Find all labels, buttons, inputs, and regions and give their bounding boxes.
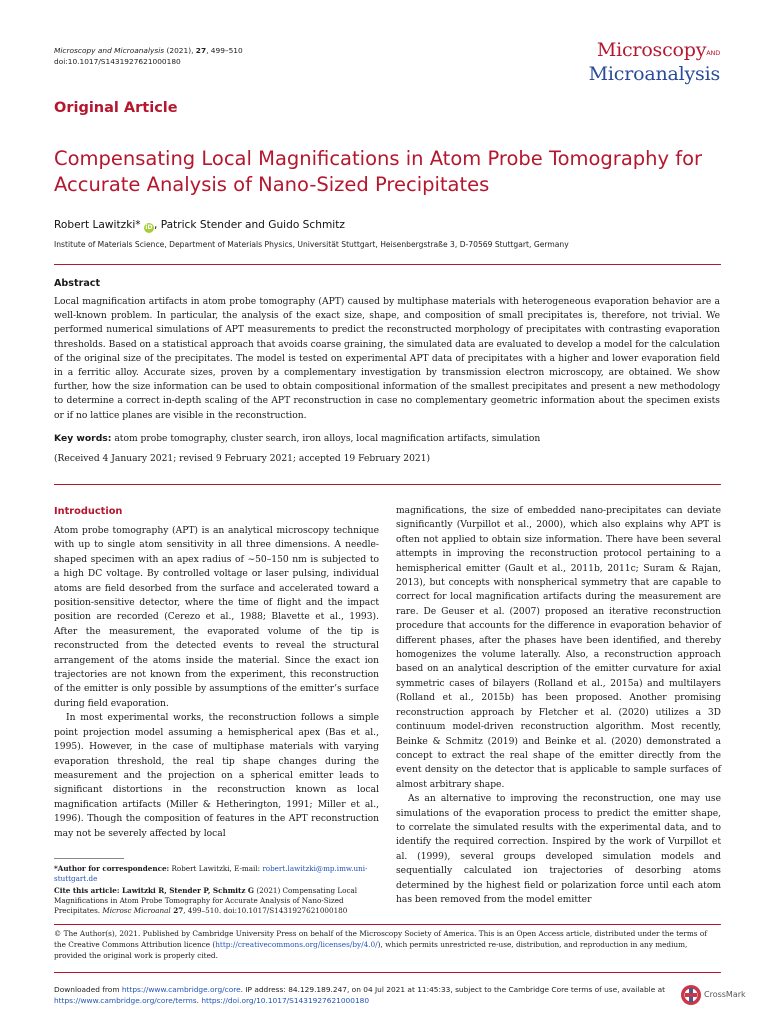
correspondence-note: [54, 864, 384, 885]
divider-abstract: [54, 484, 721, 485]
cite-label: Cite this article:: [54, 885, 120, 895]
intro-right-column: [396, 504, 721, 907]
correspondence-text: Robert Lawitzki, E-mail:: [169, 864, 263, 873]
intro-left-column: [54, 524, 379, 841]
abstract-text: Local magnification artifacts in atom probe tomography (APT) caused by multiphase materials with heterogeneous evaporation behavior are a well-known problem. In particular, the analysis of the exact size, shape, and composition of small precipitates is, therefore, not trivial. We performed numerical simulations of APT measurements to predict the reconstructed morphology of precipitates with contrasting evaporation thresholds. Based on a statistical approach that avoids coarse graining, the simulated data are evaluated to develop a model for the calculation of the original size of the precipitates. The model is tested on experimental APT data of precipitates with a higher and lower evaporation field in a ferritic alloy. Accurate sizes, proven by a complementary investigation by transmission electron microscopy, are obtained. We show further, how the size information can be used to obtain compositional information of the smallest precipitates and present a new methodology to determine a correct in-depth scaling of the APT reconstruction in case no complementary geometric information about the specimen exists or if no lattice planes are visible in the reconstruction.: [54, 297, 720, 421]
cite-authors: Lawitzki R, Stender P, Schmitz G: [119, 885, 255, 895]
journal-name: Microscopy and Microanalysis: [54, 46, 165, 55]
keywords: [54, 432, 720, 446]
divider-top: [54, 264, 721, 265]
orcid-icon[interactable]: iD: [145, 224, 153, 231]
license-text: [54, 928, 720, 961]
download-pre: Downloaded from: [54, 985, 122, 994]
download-url-doi[interactable]: https://doi.org/10.1017/S1431927621000180: [201, 995, 370, 1005]
crossmark-icon: [680, 984, 702, 1006]
download-url-terms[interactable]: https://www.cambridge.org/core/terms: [54, 995, 197, 1005]
logo-and: AND: [706, 49, 720, 57]
author-rest: , Patrick Stender and Guido Schmitz: [153, 219, 345, 231]
correspondence-email[interactable]: robert.lawitzki@mp.imw.uni-stuttgart.de: [54, 864, 368, 884]
download-sep: .: [196, 995, 202, 1005]
journal-volume: 27: [195, 46, 207, 55]
cite-text: (2021) Compensating Local Magnifications in Atom Probe Tomography for Accurate Analysis of Nano-Sized Precipitates.: [54, 885, 358, 916]
journal-pages: , 499–510: [206, 46, 243, 55]
download-note: [54, 985, 665, 1006]
download-url-core[interactable]: https://www.cambridge.org/core: [121, 985, 241, 994]
intro-right-para-2: As an alternative to improving the reconstruction, one may use simulations of the evaporation process to predict the emitter shape, to correlate the simulated results with the experimental data, and to identify the required correction. Inspired by the work of Vurpillot et al. (1999), several groups developed simulation models and sequentially calculated ion trajectories of desorbing atoms determined by the highest field or polarization force until each atom has been removed from the model emitter: [396, 794, 721, 905]
cite-journal: Microsc Microanal: [102, 906, 171, 916]
footnote-rule: [54, 858, 124, 859]
license-url[interactable]: http://creativecommons.org/licenses/by/4.0/: [215, 940, 378, 949]
article-title: Compensating Local Magnifications in Atom Probe Tomography for Accurate Analysis of Nano-Sized Precipitates: [54, 147, 703, 196]
crossmark-badge[interactable]: [680, 984, 746, 1008]
intro-heading: Introduction: [54, 506, 123, 517]
license-pre: © The Author(s), 2021. Published by Cambridge University Press on behalf of the Microscopy Society of America. This is an Open Access article, distributed under the terms of the Creative Commons Attribution licence (: [54, 929, 707, 949]
cite-volume: 27: [170, 906, 184, 916]
correspondence-label: *Author for correspondence:: [54, 864, 170, 873]
logo-line1: Microscopy: [596, 39, 707, 61]
download-mid: . IP address: 84.129.189.247, on 04 Jul 2021 at 11:45:33, subject to the Cambridge Core terms of use, available at: [240, 985, 666, 994]
received-dates: (Received 4 January 2021; revised 9 February 2021; accepted 19 February 2021): [54, 454, 431, 464]
keywords-label: Key words:: [54, 433, 112, 444]
journal-citation-line: [54, 46, 243, 67]
article-type: Original Article: [54, 100, 178, 116]
cite-end: , 499–510. doi:10.1017/S1431927621000180: [183, 906, 348, 916]
author-first: Robert Lawitzki*: [54, 219, 141, 231]
footnotes: [54, 864, 384, 917]
divider-license: [54, 924, 721, 925]
crossmark-label: CrossMark: [704, 990, 746, 999]
intro-left-para-2: In most experimental works, the reconstruction follows a simple point projection model assuming a hemispherical apex (Bas et al., 1995). However, in the case of multiphase materials with varying evaporation threshold, the real tip shape changes during the measurement and the projection on a spherical emitter leads to significant distortions in the reconstruction known as local magnification artifacts (Miller & Hetherington, 1991; Miller et al., 1996). Though the composition of features in the APT reconstruction may not be severely affected by local: [54, 713, 379, 839]
keywords-text: atom probe tomography, cluster search, iron alloys, local magnification artifacts, simulation: [114, 434, 541, 444]
author-list: [54, 219, 345, 233]
journal-doi[interactable]: doi:10.1017/S1431927621000180: [54, 56, 181, 66]
affiliation: Institute of Materials Science, Department of Materials Physics, Universität Stuttgart, Heisenbergstraße 3, D-70569 Stuttgart, Germany: [54, 240, 569, 249]
intro-left-para-1: Atom probe tomography (APT) is an analytical microscopy technique with up to single atom sensitivity in all three dimensions. A needle-shaped specimen with an apex radius of ∼50–150 nm is subjected to a high DC voltage. By controlled voltage or laser pulsing, individual atoms are field desorbed from the surface and accelerated toward a position-sensitive detector, where the time of flight and the impact position are recorded (Cerezo et al., 1988; Blavette et al., 1993). After the measurement, the evaporated volume of the tip is reconstructed from the detected events to reveal the structural arrangement of the atoms inside the material. Since the exact ion trajectories are not known from the experiment, this reconstruction of the emitter is only possible by assumptions of the emitter’s surface during field evaporation.: [54, 526, 379, 709]
divider-bottom: [54, 972, 721, 973]
logo-line2: Microanalysis: [588, 63, 720, 85]
abstract-heading: Abstract: [54, 278, 101, 289]
license-post: ), which permits unrestricted re-use, distribution, and reproduction in any medium, provided the original work is properly cited.: [54, 940, 688, 960]
intro-right-para-1: magnifications, the size of embedded nano-precipitates can deviate significantly (Vurpillot et al., 2000), which also explains why APT is often not applied to obtain size information. There have been several attempts in improving the reconstruction protocol pertaining to a hemispherical emitter (Gault et al., 2011b, 2011c; Suram & Rajan, 2013), but concepts with nonspherical symmetry that are capable to correct for local magnification artifacts during the measurement are rare. De Geuser et al. (2007) proposed an iterative reconstruction procedure that accounts for the difference in evaporation behavior of different phases, after the phases have been identified, and thereby homogenizes the volume laterally. Also, a reconstruction approach based on an analytical description of the emitter curvature for axial symmetric cases of bilayers (Rolland et al., 2015a) and multilayers (Rolland et al., 2015b) has been proposed. Another promising reconstruction approach by Fletcher et al. (2020) utilizes a 3D continuum model-driven reconstruction algorithm. Most recently, Beinke & Schmitz (2019) and Beinke et al. (2020) demonstrated a concept to extract the real shape of the emitter directly from the event density on the detector that is applicable to sample surfaces of almost arbitrary shape.: [396, 506, 721, 790]
journal-year: (2021),: [166, 46, 194, 55]
cite-note: [54, 886, 384, 917]
journal-logo: [589, 40, 720, 85]
